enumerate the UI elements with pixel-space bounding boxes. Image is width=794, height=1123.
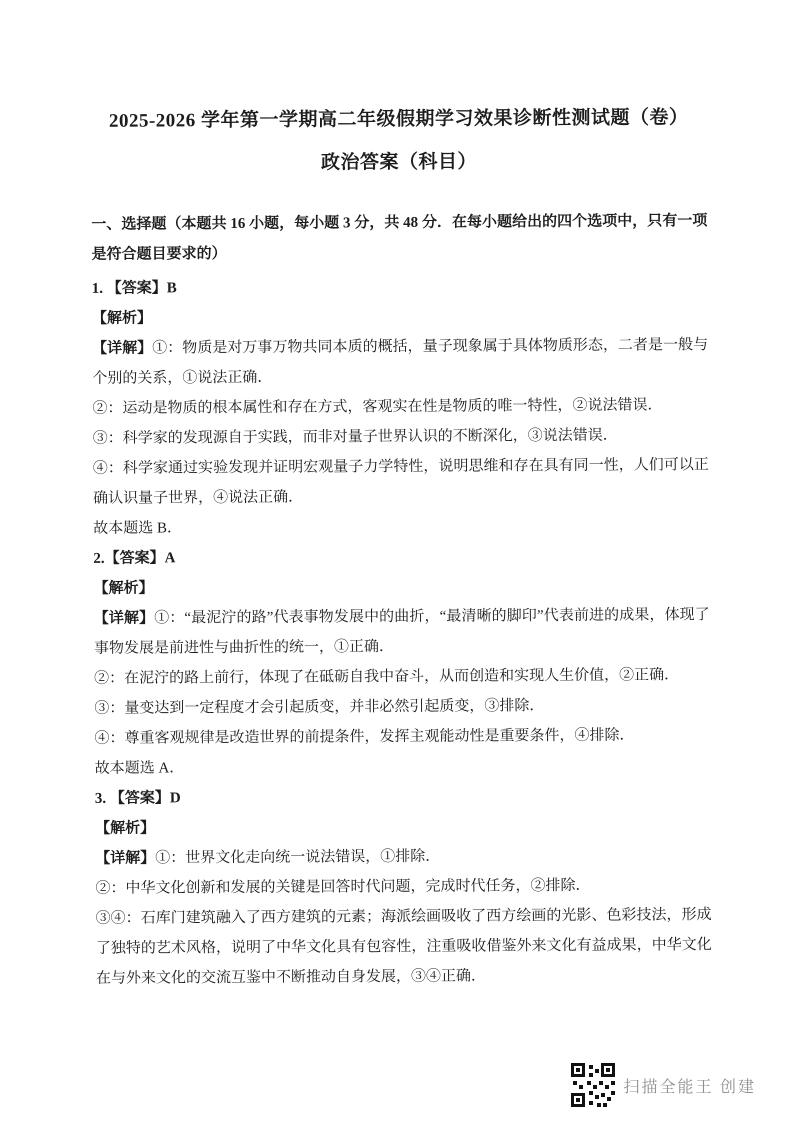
answer-line: 2.【答案】A: [93, 550, 176, 567]
question-block-1: [92, 270, 710, 544]
detail-paragraph: ②：中华文化创新和发展的关键是回答时代问题，完成时代任务，②排除．: [95, 877, 591, 897]
section-heading: 一、选择题（本题共 16 小题，每小题 3 分，共 48 分．在每小题给出的四个选项中，只有一项是符合题目要求的）: [91, 213, 708, 263]
conclusion-line: 故本题选 B．: [93, 520, 183, 537]
detail-text: ①：物质是对万事万物共同本质的概括，量子现象属于具体物质形态，二者是一般与个别的关系，①说法正确．: [92, 337, 709, 387]
detail-label: 【详解】: [93, 610, 155, 627]
question-block-2: [93, 540, 710, 784]
answer-line: 3. 【答案】D: [94, 790, 181, 807]
detail-text: ①：“最泥泞的路”代表事物发展中的曲折，“最清晰的脚印”代表前进的成果，体现了事物发展是前进性与曲折性的统一，①正确．: [93, 607, 710, 657]
detail-label: 【详解】: [92, 340, 153, 357]
qr-code: [571, 1063, 615, 1107]
detail-paragraph: ③：科学家的发现源自于实践，而非对量子世界认识的不断深化，③说法错误．: [92, 427, 618, 447]
detail-paragraph: ③：量变达到一定程度才会引起质变，并非必然引起质变，③排除．: [94, 698, 545, 717]
analysis-label: 【解析】: [93, 580, 154, 597]
conclusion-line: 故本题选 A．: [94, 760, 185, 777]
analysis-label: 【解析】: [95, 820, 156, 837]
detail-paragraph: [95, 840, 711, 874]
detail-paragraph: ③④：石库门建筑融入了西方建筑的元素；海派绘画吸收了西方绘画的光影、色彩技法，形成了独特的艺术风格，说明了中华文化具有包容性，注重吸收借鉴外来文化有益成果，中华文化在与外来文化的交流互鉴中不断推动自身发展，③④正确．: [95, 907, 712, 987]
scanner-credit: 扫描全能王 创建: [623, 1078, 756, 1096]
detail-paragraph: ④：尊重客观规律是改造世界的前提条件，发挥主观能动性是重要条件，④排除．: [94, 727, 635, 747]
detail-text: ①：世界文化走向统一说法错误，①排除．: [155, 848, 441, 867]
detail-paragraph: [94, 600, 710, 664]
detail-paragraph: [92, 330, 708, 394]
scanner-footer: [571, 1063, 756, 1107]
analysis-label: 【解析】: [91, 310, 153, 327]
detail-paragraph: ②：在泥泞的路上前行，体现了在砥砺自我中奋斗，从而创造和实现人生价值，②正确．: [94, 667, 680, 687]
document-subtitle: 政治答案（科目）: [320, 151, 478, 174]
answer-line: 1. 【答案】B: [91, 280, 177, 297]
question-block-3: [95, 780, 712, 994]
detail-paragraph: ④：科学家通过实验发现并证明宏观量子力学特性，说明思维和存在具有同一性，人们可以正确认识量子世界，④说法正确．: [92, 457, 709, 507]
detail-paragraph: ②：运动是物质的根本属性和存在方式，客观实在性是物质的唯一特性，②说法错误．: [92, 397, 663, 417]
detail-label: 【详解】: [95, 850, 156, 867]
document-title: 2025-2026 学年第一学期高二年级假期学习效果诊断性测试题（卷）: [108, 107, 689, 132]
